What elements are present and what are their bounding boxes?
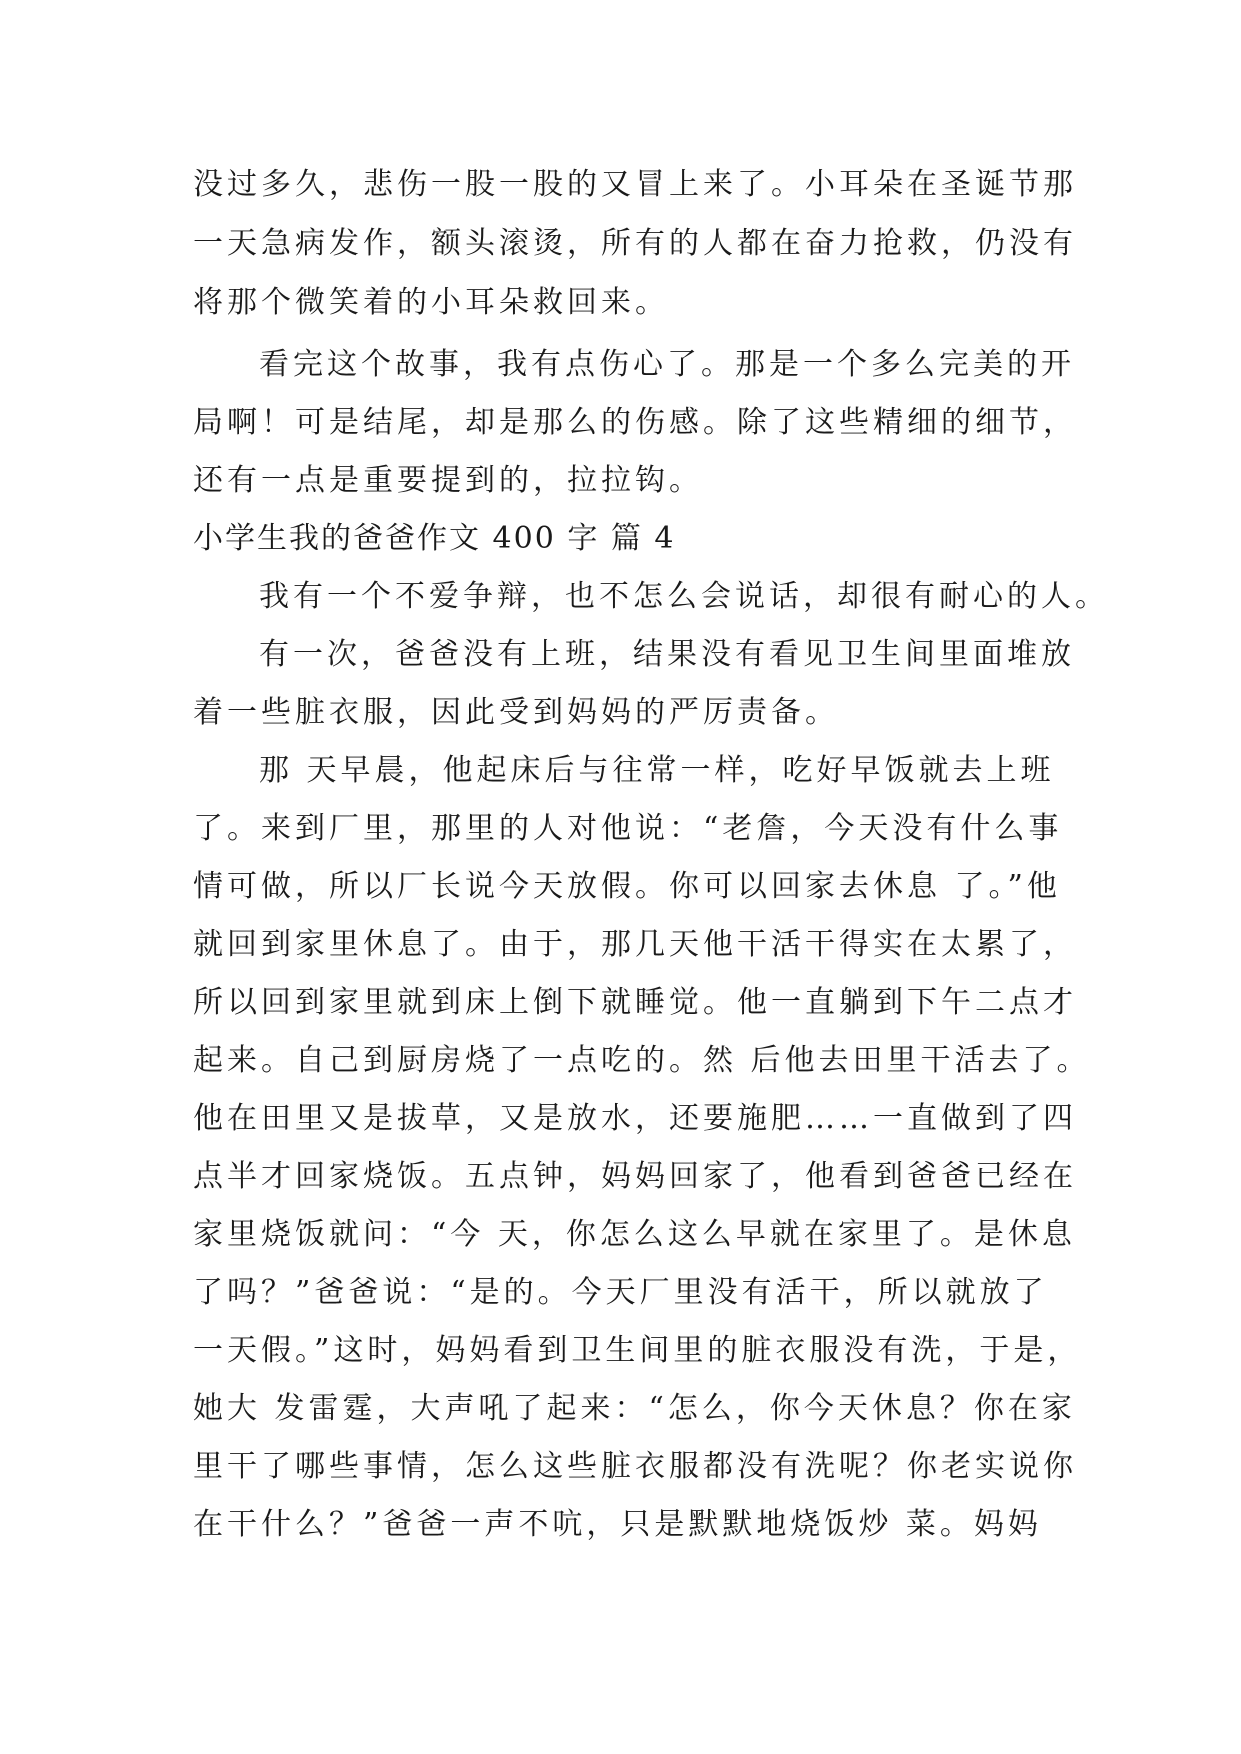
body-text-line: 有一次，爸爸没有上班，结果没有看见卫生间里面堆放: [259, 637, 1075, 672]
body-text-line: 点半才回家烧饭。五点钟，妈妈回家了，他看到爸爸已经在: [193, 1159, 1077, 1194]
body-text-line: 着一些脏衣服，因此受到妈妈的严厉责备。: [193, 695, 839, 730]
body-text-line: 情可做，所以厂长说今天放假。你可以回家去休息 了。”他: [193, 869, 1061, 904]
body-text-line: 一天急病发作，额头滚烫，所有的人都在奋力抢救，仍没有: [193, 226, 1077, 261]
section-title: 小学生我的爸爸作文 400 字 篇 4: [193, 521, 676, 556]
body-text-line: 了吗？”爸爸说：“是的。今天厂里没有活干，所以就放了: [193, 1275, 1048, 1310]
body-text-line: 了。来到厂里，那里的人对他说：“老詹，今天没有什么事: [193, 811, 1063, 846]
body-text-line: 那 天早晨，他起床后与往常一样，吃好早饭就去上班: [259, 753, 1055, 788]
body-text-line: 里干了哪些事情，怎么这些脏衣服都没有洗呢？你老实说你: [193, 1449, 1077, 1484]
body-text-line: 还有一点是重要提到的，拉拉钩。: [193, 463, 703, 498]
body-text-line: 她大 发雷霆，大声吼了起来：“怎么，你今天休息？你在家: [193, 1391, 1076, 1426]
body-text-line: 所以回到家里就到床上倒下就睡觉。他一直躺到下午二点才: [193, 985, 1077, 1020]
body-text-line: 他在田里又是拔草，又是放水，还要施肥……一直做到了四: [193, 1101, 1077, 1136]
body-text-line: 将那个微笑着的小耳朵救回来。: [193, 285, 669, 320]
body-text-line: 起来。自己到厨房烧了一点吃的。然 后他去田里干活去了。: [193, 1043, 1091, 1078]
body-text-line: 看完这个故事，我有点伤心了。那是一个多么完美的开: [259, 347, 1075, 382]
body-text-line: 我有一个不爱争辩，也不怎么会说话，却很有耐心的人。: [259, 579, 1109, 614]
body-text-line: 就回到家里休息了。由于，那几天他干活干得实在太累了，: [193, 927, 1077, 962]
body-text-line: 在干什么？”爸爸一声不吭，只是默默地烧饭炒 菜。妈妈: [193, 1507, 1042, 1542]
body-text-line: 一天假。”这时，妈妈看到卫生间里的脏衣服没有洗，于是，: [193, 1333, 1082, 1368]
body-text-line: 没过多久，悲伤一股一股的又冒上来了。小耳朵在圣诞节那: [193, 167, 1077, 202]
body-text-line: 局啊！可是结尾，却是那么的伤感。除了这些精细的细节，: [193, 405, 1077, 440]
body-text-line: 家里烧饭就问：“今 天，你怎么这么早就在家里了。是休息: [193, 1217, 1076, 1252]
